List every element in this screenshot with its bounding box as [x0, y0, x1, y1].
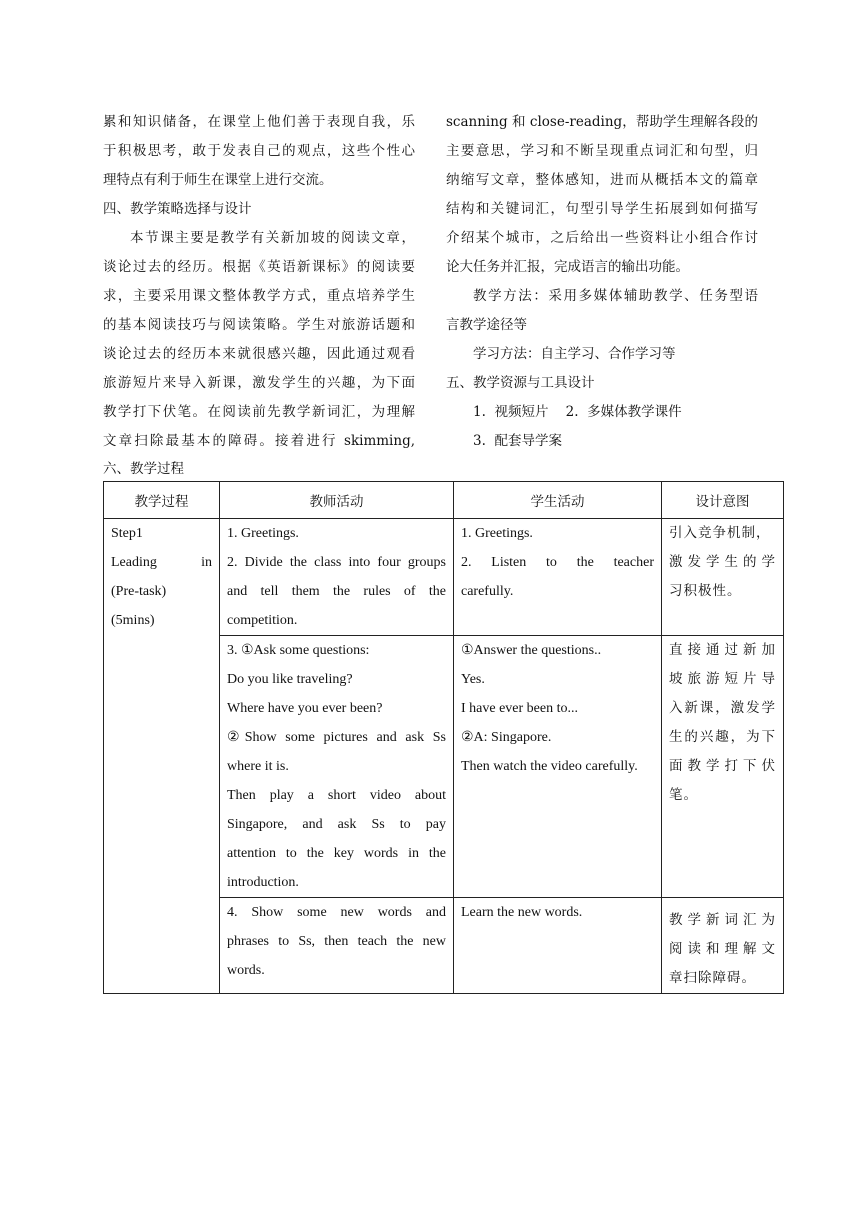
paragraph-line: 旅游短片来导入新课，激发学生的兴趣，为下面 — [103, 375, 415, 391]
section-title: 五、教学资源与工具设计 — [446, 375, 595, 391]
cell-line: Then watch the video carefully. — [461, 759, 638, 774]
cell-line: Yes. — [461, 672, 485, 687]
cell-line: 3. ①Ask some questions: — [227, 643, 370, 658]
cell-line: 章扫除障碍。 — [669, 970, 756, 986]
cell-line: 阅读和理解文 — [669, 941, 776, 957]
cell-line: phrases to Ss, then teach the new — [227, 934, 446, 949]
cell-line: I have ever been to... — [461, 701, 578, 716]
resource-line: 1. 视频短片 2. 多媒体教学课件 — [473, 404, 682, 420]
teaching-method-cont: 言教学途径等 — [446, 317, 527, 333]
paragraph-line: 介绍某个城市，之后给出一些资料让小组合作讨 — [446, 230, 758, 246]
cell-line: Where have you ever been? — [227, 701, 383, 716]
design-intent-cell — [662, 898, 784, 994]
cell-line: words. — [227, 963, 265, 978]
paragraph-line: scanning 和 close-reading，帮助学生理解各段的 — [446, 114, 758, 130]
table-header-row — [104, 482, 784, 519]
cell-line: 直接通过新加 — [669, 642, 776, 658]
cell-line: 1. Greetings. — [227, 526, 299, 541]
step-label-line: Leading in — [111, 555, 212, 570]
cell-line: where it is. — [227, 759, 289, 774]
paragraph-line: 谈论过去的经历。根据《英语新课标》的阅读要 — [103, 259, 415, 275]
teacher-activity-cell — [220, 636, 454, 898]
learning-method: 学习方法：自主学习、合作学习等 — [473, 346, 676, 362]
cell-line: and tell them the rules of the — [227, 584, 446, 599]
cell-line: ②Show some pictures and ask Ss — [227, 730, 446, 745]
step-label-line: (Pre-task) — [111, 584, 167, 599]
paragraph-line: 谈论过去的经历本来就很感兴趣，因此通过观看 — [103, 346, 415, 362]
left-column — [103, 108, 415, 456]
cell-line: 习积极性。 — [669, 583, 742, 599]
paragraph-line: 结构和关键词汇，句型引导学生拓展到如何描写 — [446, 201, 758, 217]
cell-line: carefully. — [461, 584, 514, 599]
cell-line: 1. Greetings. — [461, 526, 533, 541]
paragraph-line: 教学打下伏笔。在阅读前先教学新词汇，为理解 — [103, 404, 415, 420]
student-activity-cell — [454, 636, 662, 898]
paragraph-line: 本节课主要是教学有关新加坡的阅读文章， — [130, 230, 415, 246]
column-header: 设计意图 — [662, 482, 784, 519]
cell-line: Learn the new words. — [461, 905, 583, 920]
design-intent-cell — [662, 636, 784, 898]
cell-line: 2. Listen to the teacher — [461, 555, 654, 570]
step-label-line: Step1 — [111, 526, 143, 541]
cell-line: 2. Divide the class into four groups — [227, 555, 446, 570]
cell-line: 笔。 — [669, 787, 698, 803]
cell-line: 面教学打下伏 — [669, 758, 776, 774]
step-cell — [104, 519, 220, 994]
student-activity-cell — [454, 519, 662, 636]
cell-line: Do you like traveling? — [227, 672, 353, 687]
column-header: 学生活动 — [454, 482, 662, 519]
teaching-process-table — [103, 481, 784, 994]
cell-line: competition. — [227, 613, 298, 628]
teacher-activity-cell — [220, 898, 454, 994]
cell-line: 入新课，激发学 — [669, 700, 776, 716]
paragraph-line: 于积极思考，敢于发表自己的观点，这些个性心 — [103, 143, 415, 159]
design-intent-cell — [662, 519, 784, 636]
cell-line: 4. Show some new words and — [227, 905, 446, 920]
cell-line: 坡旅游短片导 — [669, 671, 776, 687]
cell-line: 教学新词汇为 — [669, 912, 776, 928]
paragraph-line: 理特点有利于师生在课堂上进行交流。 — [103, 172, 333, 188]
column-header: 教师活动 — [220, 482, 454, 519]
cell-line: 生的兴趣，为下 — [669, 729, 776, 745]
cell-line: introduction. — [227, 875, 299, 890]
column-header: 教学过程 — [104, 482, 220, 519]
paragraph-line: 论大任务并汇报，完成语言的输出功能。 — [446, 259, 689, 275]
cell-line: 引入竞争机制， — [669, 525, 771, 541]
paragraph-line: 的基本阅读技巧与阅读策略。学生对旅游话题和 — [103, 317, 415, 333]
cell-line: Singapore, and ask Ss to pay — [227, 817, 446, 832]
paragraph-line: 累和知识储备，在课堂上他们善于表现自我，乐 — [103, 114, 415, 130]
paragraph-line: 文章扫除最基本的障碍。接着进行 skimming, — [103, 433, 415, 449]
student-activity-cell — [454, 898, 662, 994]
cell-line: ①Answer the questions.. — [461, 643, 602, 658]
teaching-method: 教学方法：采用多媒体辅助教学、任务型语 — [473, 288, 758, 304]
paragraph-line: 求，主要采用课文整体教学方式，重点培养学生 — [103, 288, 415, 304]
paragraph-line: 主要意思，学习和不断呈现重点词汇和句型，归 — [446, 143, 758, 159]
section-title: 六、教学过程 — [103, 461, 184, 477]
resource-line: 3. 配套导学案 — [473, 433, 562, 449]
cell-line: ②A: Singapore. — [461, 730, 552, 745]
table-row — [104, 519, 784, 636]
cell-line: attention to the key words in the — [227, 846, 446, 861]
cell-line: 激发学生的学 — [669, 554, 776, 570]
section-title: 四、教学策略选择与设计 — [103, 201, 252, 217]
cell-line: Then play a short video about — [227, 788, 446, 803]
paragraph-line: 纳缩写文章，整体感知，进而从概括本文的篇章 — [446, 172, 758, 188]
right-column — [446, 108, 758, 456]
step-label-line: (5mins) — [111, 613, 155, 628]
teacher-activity-cell — [220, 519, 454, 636]
